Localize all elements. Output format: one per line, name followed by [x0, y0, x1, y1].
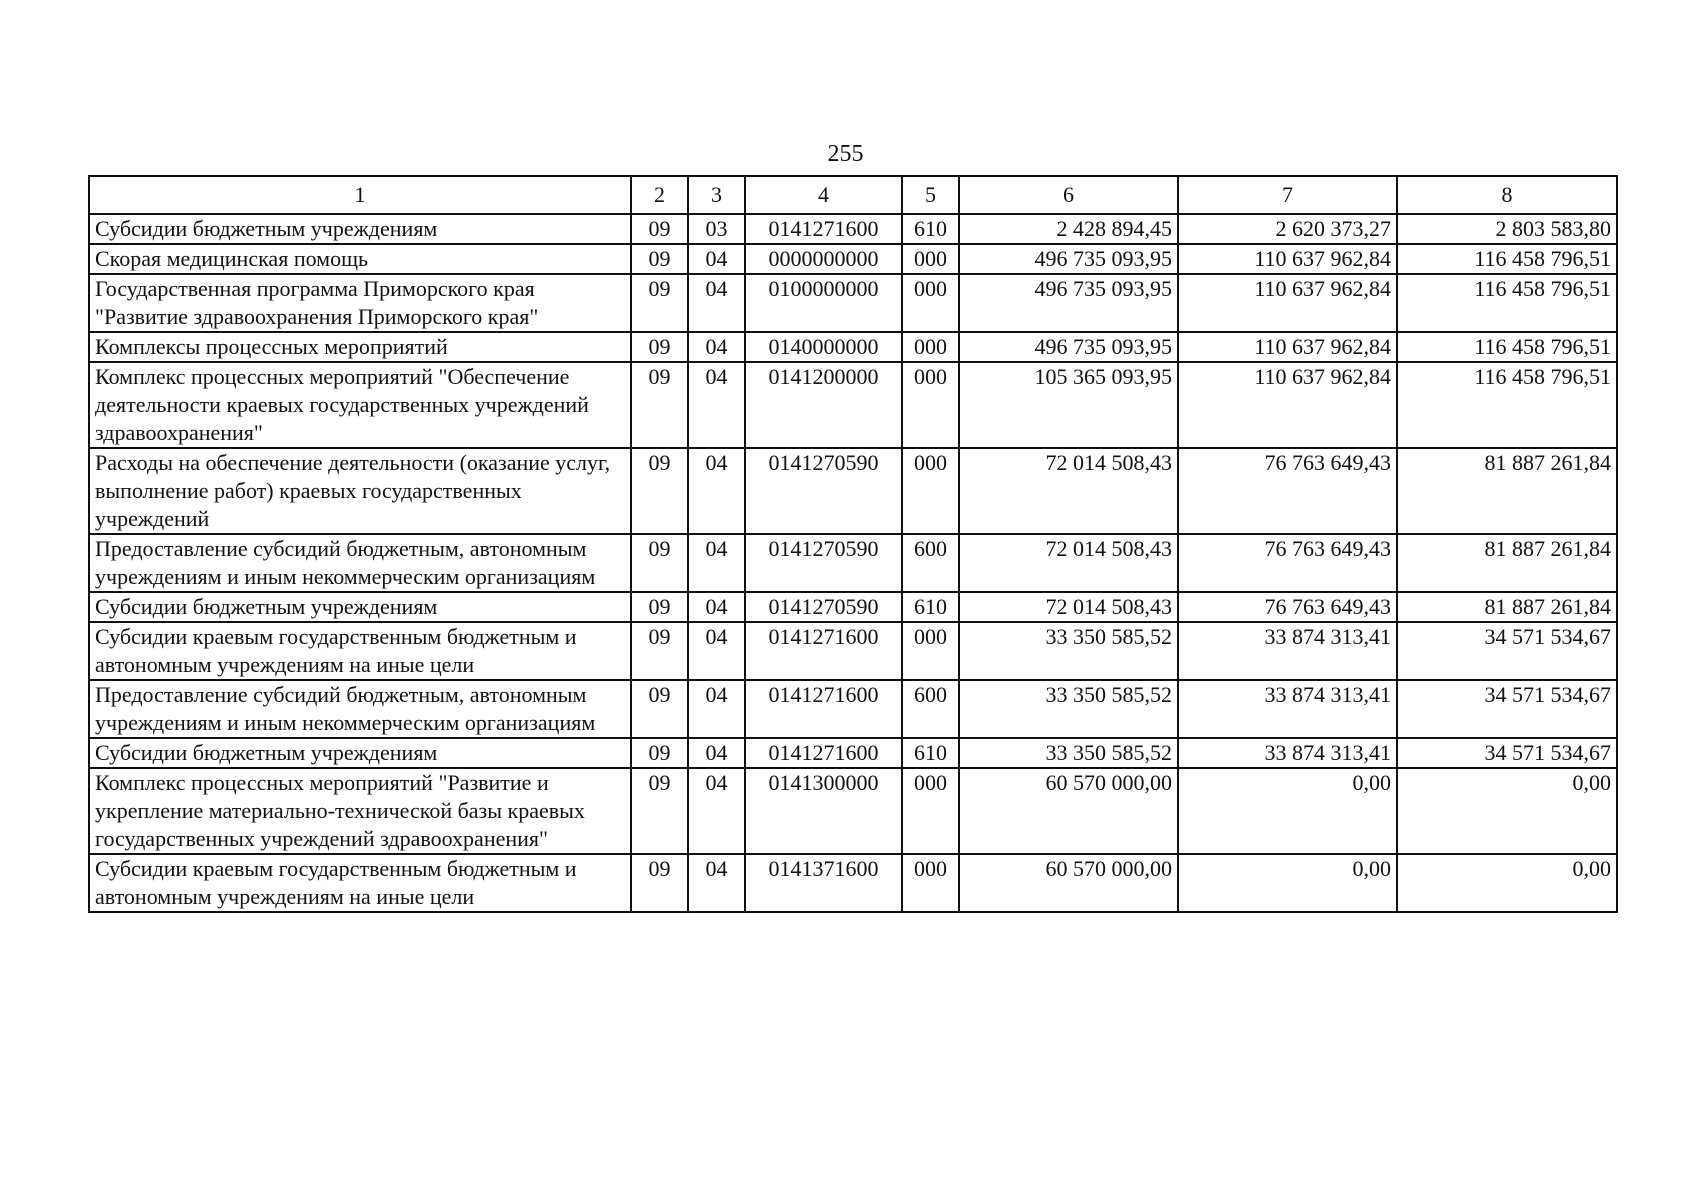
- column-header: 3: [688, 176, 745, 214]
- amount-col8-cell: 0,00: [1397, 854, 1617, 912]
- amount-col8-cell: 116 458 796,51: [1397, 244, 1617, 274]
- section-code-cell: 09: [631, 244, 688, 274]
- amount-col6-cell: 33 350 585,52: [959, 738, 1178, 768]
- amount-col6-cell: 60 570 000,00: [959, 854, 1178, 912]
- item-name-cell: Субсидии краевым государственным бюджетным и автономным учреждениям на иные цели: [89, 622, 631, 680]
- amount-col6-cell: 2 428 894,45: [959, 214, 1178, 244]
- amount-col7-cell: 76 763 649,43: [1178, 592, 1397, 622]
- item-name-cell: Предоставление субсидий бюджетным, автономным учреждениям и иным некоммерческим организациям: [89, 680, 631, 738]
- column-header: 5: [902, 176, 959, 214]
- column-header: 6: [959, 176, 1178, 214]
- section-code-cell: 09: [631, 854, 688, 912]
- amount-col7-cell: 110 637 962,84: [1178, 332, 1397, 362]
- amount-col6-cell: 72 014 508,43: [959, 592, 1178, 622]
- amount-col7-cell: 110 637 962,84: [1178, 244, 1397, 274]
- target-article-cell: 0141271600: [745, 214, 902, 244]
- target-article-cell: 0140000000: [745, 332, 902, 362]
- section-code-cell: 09: [631, 680, 688, 738]
- amount-col6-cell: 496 735 093,95: [959, 332, 1178, 362]
- subsection-code-cell: 04: [688, 332, 745, 362]
- table-row: [89, 362, 1617, 448]
- amount-col7-cell: 2 620 373,27: [1178, 214, 1397, 244]
- column-header: 1: [89, 176, 631, 214]
- subsection-code-cell: 04: [688, 274, 745, 332]
- amount-col7-cell: 33 874 313,41: [1178, 680, 1397, 738]
- table-row: [89, 274, 1617, 332]
- target-article-cell: 0141200000: [745, 362, 902, 448]
- target-article-cell: 0141271600: [745, 622, 902, 680]
- subsection-code-cell: 04: [688, 854, 745, 912]
- amount-col6-cell: 105 365 093,95: [959, 362, 1178, 448]
- subsection-code-cell: 04: [688, 244, 745, 274]
- table-row: [89, 448, 1617, 534]
- subsection-code-cell: 04: [688, 680, 745, 738]
- amount-col8-cell: 116 458 796,51: [1397, 362, 1617, 448]
- amount-col6-cell: 33 350 585,52: [959, 680, 1178, 738]
- expense-type-cell: 000: [902, 362, 959, 448]
- item-name-cell: Комплекс процессных мероприятий "Развитие и укрепление материально-технической базы краевых государственных учреждений здравоохранения": [89, 768, 631, 854]
- expense-type-cell: 610: [902, 592, 959, 622]
- amount-col6-cell: 496 735 093,95: [959, 244, 1178, 274]
- item-name-cell: Субсидии бюджетным учреждениям: [89, 738, 631, 768]
- expense-type-cell: 610: [902, 214, 959, 244]
- amount-col8-cell: 81 887 261,84: [1397, 592, 1617, 622]
- budget-table: [88, 175, 1618, 913]
- target-article-cell: 0141271600: [745, 738, 902, 768]
- target-article-cell: 0141270590: [745, 534, 902, 592]
- amount-col8-cell: 34 571 534,67: [1397, 680, 1617, 738]
- item-name-cell: Субсидии бюджетным учреждениям: [89, 592, 631, 622]
- target-article-cell: 0141270590: [745, 592, 902, 622]
- target-article-cell: 0000000000: [745, 244, 902, 274]
- amount-col8-cell: 34 571 534,67: [1397, 622, 1617, 680]
- amount-col7-cell: 76 763 649,43: [1178, 534, 1397, 592]
- expense-type-cell: 000: [902, 274, 959, 332]
- amount-col8-cell: 0,00: [1397, 768, 1617, 854]
- amount-col8-cell: 81 887 261,84: [1397, 534, 1617, 592]
- subsection-code-cell: 03: [688, 214, 745, 244]
- table-row: [89, 592, 1617, 622]
- column-header: 8: [1397, 176, 1617, 214]
- amount-col8-cell: 2 803 583,80: [1397, 214, 1617, 244]
- item-name-cell: Скорая медицинская помощь: [89, 244, 631, 274]
- amount-col8-cell: 81 887 261,84: [1397, 448, 1617, 534]
- amount-col6-cell: 60 570 000,00: [959, 768, 1178, 854]
- item-name-cell: Субсидии краевым государственным бюджетным и автономным учреждениям на иные цели: [89, 854, 631, 912]
- expense-type-cell: 000: [902, 448, 959, 534]
- item-name-cell: Комплексы процессных мероприятий: [89, 332, 631, 362]
- section-code-cell: 09: [631, 592, 688, 622]
- target-article-cell: 0141300000: [745, 768, 902, 854]
- page-number: 255: [827, 141, 864, 167]
- subsection-code-cell: 04: [688, 592, 745, 622]
- subsection-code-cell: 04: [688, 738, 745, 768]
- expense-type-cell: 600: [902, 680, 959, 738]
- expense-type-cell: 610: [902, 738, 959, 768]
- amount-col7-cell: 110 637 962,84: [1178, 274, 1397, 332]
- target-article-cell: 0141270590: [745, 448, 902, 534]
- expense-type-cell: 000: [902, 332, 959, 362]
- column-header: 2: [631, 176, 688, 214]
- table-row: [89, 622, 1617, 680]
- subsection-code-cell: 04: [688, 534, 745, 592]
- section-code-cell: 09: [631, 274, 688, 332]
- amount-col7-cell: 76 763 649,43: [1178, 448, 1397, 534]
- item-name-cell: Комплекс процессных мероприятий "Обеспечение деятельности краевых государственных учреждений здравоохранения": [89, 362, 631, 448]
- section-code-cell: 09: [631, 768, 688, 854]
- target-article-cell: 0100000000: [745, 274, 902, 332]
- item-name-cell: Предоставление субсидий бюджетным, автономным учреждениям и иным некоммерческим организациям: [89, 534, 631, 592]
- amount-col7-cell: 0,00: [1178, 854, 1397, 912]
- expense-type-cell: 000: [902, 244, 959, 274]
- item-name-cell: Субсидии бюджетным учреждениям: [89, 214, 631, 244]
- amount-col8-cell: 116 458 796,51: [1397, 332, 1617, 362]
- expense-type-cell: 600: [902, 534, 959, 592]
- table-row: [89, 768, 1617, 854]
- table-row: [89, 214, 1617, 244]
- subsection-code-cell: 04: [688, 768, 745, 854]
- amount-col6-cell: 496 735 093,95: [959, 274, 1178, 332]
- subsection-code-cell: 04: [688, 362, 745, 448]
- amount-col6-cell: 72 014 508,43: [959, 534, 1178, 592]
- amount-col6-cell: 33 350 585,52: [959, 622, 1178, 680]
- expense-type-cell: 000: [902, 768, 959, 854]
- amount-col7-cell: 33 874 313,41: [1178, 738, 1397, 768]
- subsection-code-cell: 04: [688, 448, 745, 534]
- amount-col7-cell: 33 874 313,41: [1178, 622, 1397, 680]
- table-row: [89, 854, 1617, 912]
- expense-type-cell: 000: [902, 622, 959, 680]
- table-row: [89, 738, 1617, 768]
- target-article-cell: 0141371600: [745, 854, 902, 912]
- section-code-cell: 09: [631, 738, 688, 768]
- amount-col8-cell: 116 458 796,51: [1397, 274, 1617, 332]
- section-code-cell: 09: [631, 622, 688, 680]
- table-row: [89, 244, 1617, 274]
- table-row: [89, 534, 1617, 592]
- table-row: [89, 332, 1617, 362]
- section-code-cell: 09: [631, 534, 688, 592]
- amount-col8-cell: 34 571 534,67: [1397, 738, 1617, 768]
- section-code-cell: 09: [631, 214, 688, 244]
- section-code-cell: 09: [631, 362, 688, 448]
- section-code-cell: 09: [631, 448, 688, 534]
- header-row: [89, 176, 1617, 214]
- column-header: 4: [745, 176, 902, 214]
- item-name-cell: Расходы на обеспечение деятельности (оказание услуг, выполнение работ) краевых государственных учреждений: [89, 448, 631, 534]
- table-row: [89, 680, 1617, 738]
- amount-col7-cell: 110 637 962,84: [1178, 362, 1397, 448]
- amount-col6-cell: 72 014 508,43: [959, 448, 1178, 534]
- section-code-cell: 09: [631, 332, 688, 362]
- column-header: 7: [1178, 176, 1397, 214]
- expense-type-cell: 000: [902, 854, 959, 912]
- target-article-cell: 0141271600: [745, 680, 902, 738]
- amount-col7-cell: 0,00: [1178, 768, 1397, 854]
- item-name-cell: Государственная программа Приморского края "Развитие здравоохранения Приморского края": [89, 274, 631, 332]
- subsection-code-cell: 04: [688, 622, 745, 680]
